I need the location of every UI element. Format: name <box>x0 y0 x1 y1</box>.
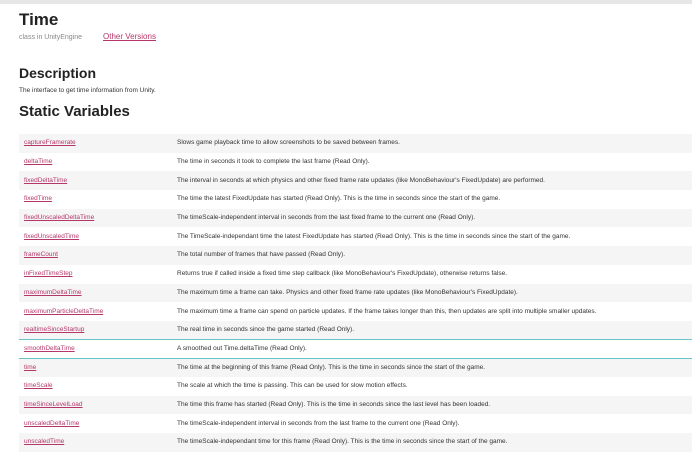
table-row <box>19 190 692 209</box>
variable-name-cell <box>19 414 177 433</box>
variable-link[interactable]: deltaTime <box>24 158 53 166</box>
variable-name-cell <box>19 321 177 340</box>
variable-name-cell <box>19 209 177 228</box>
table-row <box>19 321 692 340</box>
table-row <box>19 246 692 265</box>
table-row <box>19 209 692 228</box>
variable-name-cell <box>19 265 177 284</box>
variable-description: The scale at which the time is passing. This can be used for slow motion effects. <box>177 382 408 390</box>
variable-link[interactable]: captureFramerate <box>24 139 76 147</box>
variable-name-cell <box>19 153 177 172</box>
variable-link[interactable]: fixedTime <box>24 195 52 203</box>
variable-description: The timeScale-independant time for this frame (Read Only). This is the time in seconds since the start of the game. <box>177 438 508 446</box>
table-row <box>19 302 692 321</box>
page-title: Time <box>19 10 59 29</box>
other-versions-link[interactable]: Other Versions <box>103 32 156 41</box>
variable-name-cell <box>19 302 177 321</box>
table-row <box>19 265 692 284</box>
table-row <box>19 134 692 153</box>
table-row <box>19 227 692 246</box>
variable-description: The time in seconds it took to complete the last frame (Read Only). <box>177 158 370 166</box>
variable-name-cell <box>19 246 177 265</box>
variable-description: The time at the beginning of this frame (Read Only). This is the time in seconds since the start of the game. <box>177 363 486 371</box>
variable-name-cell <box>19 396 177 415</box>
variable-link[interactable]: fixedDeltaTime <box>24 176 68 184</box>
variable-name-cell <box>19 358 177 377</box>
variable-link[interactable]: inFixedTimeStep <box>24 270 73 278</box>
variable-description: Returns true if called inside a fixed time step callback (like MonoBehaviour's FixedUpdate), otherwise returns false. <box>177 270 508 278</box>
table-row <box>19 171 692 190</box>
doc-page <box>19 10 692 446</box>
table-row <box>19 358 692 377</box>
variable-link[interactable]: frameCount <box>24 251 58 259</box>
static-variables-table <box>19 134 692 452</box>
top-bar <box>0 0 692 4</box>
variable-description: The maximum time a frame can spend on particle updates. If the frame takes longer than this, then updates are split into multiple smaller updates. <box>177 307 597 315</box>
variable-description: The timeScale-independent interval in seconds from the last frame to the current one (Read Only). <box>177 419 460 427</box>
variable-description: Slows game playback time to allow screenshots to be saved between frames. <box>177 139 400 147</box>
variable-link[interactable]: fixedUnscaledTime <box>24 232 80 240</box>
variable-description: The time the latest FixedUpdate has started (Read Only). This is the time in seconds since the start of the game. <box>177 195 501 203</box>
variable-link[interactable]: timeSinceLevelLoad <box>24 400 83 408</box>
variable-description: The maximum time a frame can take. Physics and other fixed frame rate updates (like MonoBehaviour's FixedUpdate). <box>177 288 518 296</box>
table-row <box>19 396 692 415</box>
variable-link[interactable]: fixedUnscaledDeltaTime <box>24 214 95 222</box>
description-text: The interface to get time information from Unity. <box>19 87 156 94</box>
variable-name-cell <box>19 171 177 190</box>
variable-name-cell <box>19 134 177 153</box>
variable-description: The time this frame has started (Read Only). This is the time in seconds since the last level has been loaded. <box>177 400 491 408</box>
class-namespace: class in UnityEngine <box>19 34 83 41</box>
static-variables-body <box>19 134 692 452</box>
static-variables-heading: Static Variables <box>19 103 130 120</box>
variable-link[interactable]: realtimeSinceStartup <box>24 325 85 333</box>
title-subline <box>19 32 692 44</box>
variable-link[interactable]: maximumDeltaTime <box>24 288 82 296</box>
variable-description: The real time in seconds since the game started (Read Only). <box>177 325 355 333</box>
variable-name-cell <box>19 433 177 452</box>
table-row <box>19 414 692 433</box>
variable-link[interactable]: unscaledDeltaTime <box>24 419 80 427</box>
variable-description: The total number of frames that have passed (Read Only). <box>177 251 346 259</box>
variable-link[interactable]: smoothDeltaTime <box>24 344 75 352</box>
variable-name-cell <box>19 227 177 246</box>
variable-link[interactable]: maximumParticleDeltaTime <box>24 307 104 315</box>
table-row <box>19 377 692 396</box>
variable-name-cell <box>19 377 177 396</box>
table-row <box>19 340 692 359</box>
variable-link[interactable]: time <box>24 363 37 371</box>
table-row <box>19 153 692 172</box>
variable-description: The timeScale-independent interval in seconds from the last fixed frame to the current one (Read Only). <box>177 214 476 222</box>
variable-link[interactable]: unscaledTime <box>24 438 65 446</box>
variable-name-cell <box>19 190 177 209</box>
variable-link[interactable]: timeScale <box>24 382 53 390</box>
variable-name-cell <box>19 340 177 359</box>
description-heading: Description <box>19 65 97 81</box>
variable-description: The interval in seconds at which physics and other fixed frame rate updates (like MonoBehaviour's FixedUpdate) are performed. <box>177 176 545 184</box>
table-row <box>19 433 692 452</box>
variable-name-cell <box>19 284 177 303</box>
variable-description: A smoothed out Time.deltaTime (Read Only). <box>177 340 692 359</box>
table-row <box>19 284 692 303</box>
variable-description: The TimeScale-independant time the latest FixedUpdate has started (Read Only). This is the time in seconds since the start of the game. <box>177 232 571 240</box>
